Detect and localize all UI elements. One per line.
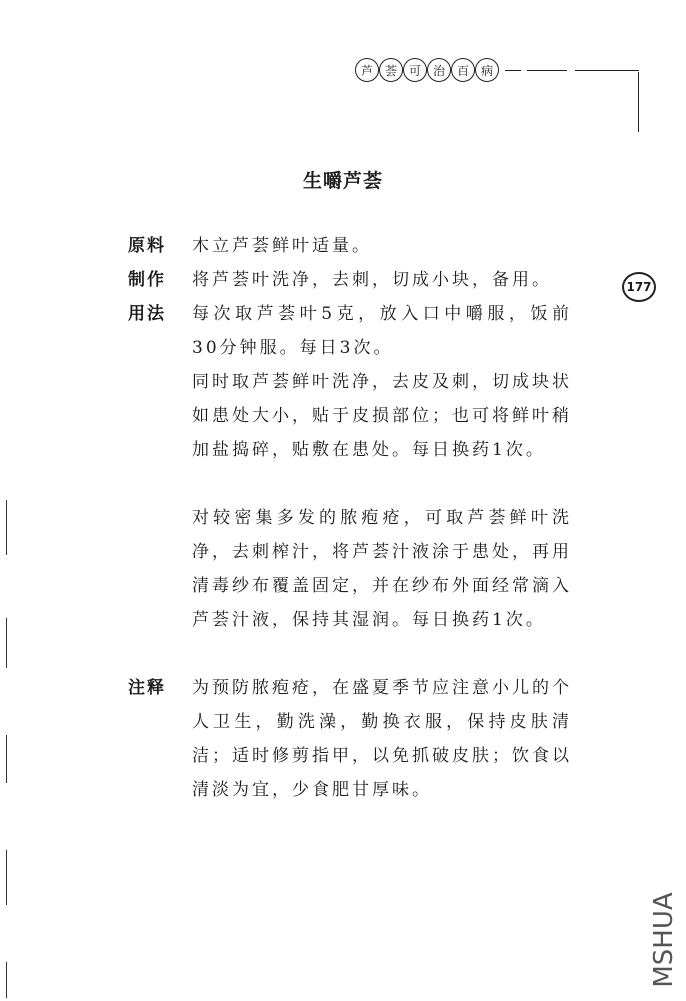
watermark-text: MSHUA <box>649 892 679 988</box>
section-label-preparation: 制作 <box>128 270 166 290</box>
section-text-notes: 为预防脓疱疮，在盛夏季节应注意小儿的个人卫生，勤洗澡，勤换衣服，保持皮肤清洁；适时修剪指甲，以免抓破皮肤；饮食以清淡为宜，少食肥甘厚味。 <box>192 678 572 800</box>
section-text-usage-2: 同时取芦荟鲜叶洗净，去皮及刺，切成块状如患处大小，贴于皮损部位；也可将鲜叶稍加盐捣碎，贴敷在患处。每日换药1次。 <box>192 372 572 460</box>
section-label-usage: 用法 <box>128 304 166 324</box>
scan-edge-mark <box>6 618 7 668</box>
scan-edge-mark <box>6 850 7 905</box>
header-char: 治 <box>427 58 451 82</box>
page-number: 177 <box>622 272 656 302</box>
scan-edge-mark <box>6 735 7 783</box>
header-rule <box>575 70 639 71</box>
section-label-ingredients: 原料 <box>128 236 166 256</box>
header-char: 可 <box>403 58 427 82</box>
section-text-usage-3: 对较密集多发的脓疱疮，可取芦荟鲜叶洗净，去刺榨汁，将芦荟汁液涂于患处，再用清毒纱布覆盖固定，并在纱布外面经常滴入芦荟汁液，保持其湿润。每日换药1次。 <box>192 508 572 630</box>
header-char: 百 <box>451 58 475 82</box>
header-char: 荟 <box>379 58 403 82</box>
section-text-preparation: 将芦荟叶洗净，去刺，切成小块，备用。 <box>192 270 552 290</box>
section-text-ingredients: 木立芦荟鲜叶适量。 <box>192 236 372 256</box>
scan-edge-mark <box>6 962 7 998</box>
recipe-title: 生嚼芦荟 <box>302 170 383 192</box>
header-rule <box>505 70 521 71</box>
watermark <box>644 885 684 995</box>
scan-edge-mark <box>6 500 7 555</box>
header-char: 病 <box>475 58 499 82</box>
header-rule <box>527 70 567 71</box>
header-vertical-rule <box>638 72 639 132</box>
section-label-notes: 注释 <box>128 678 166 698</box>
header-char: 芦 <box>355 58 379 82</box>
section-text-usage-1: 每次取芦荟叶5克，放入口中嚼服，饭前30分钟服。每日3次。 <box>192 304 572 358</box>
